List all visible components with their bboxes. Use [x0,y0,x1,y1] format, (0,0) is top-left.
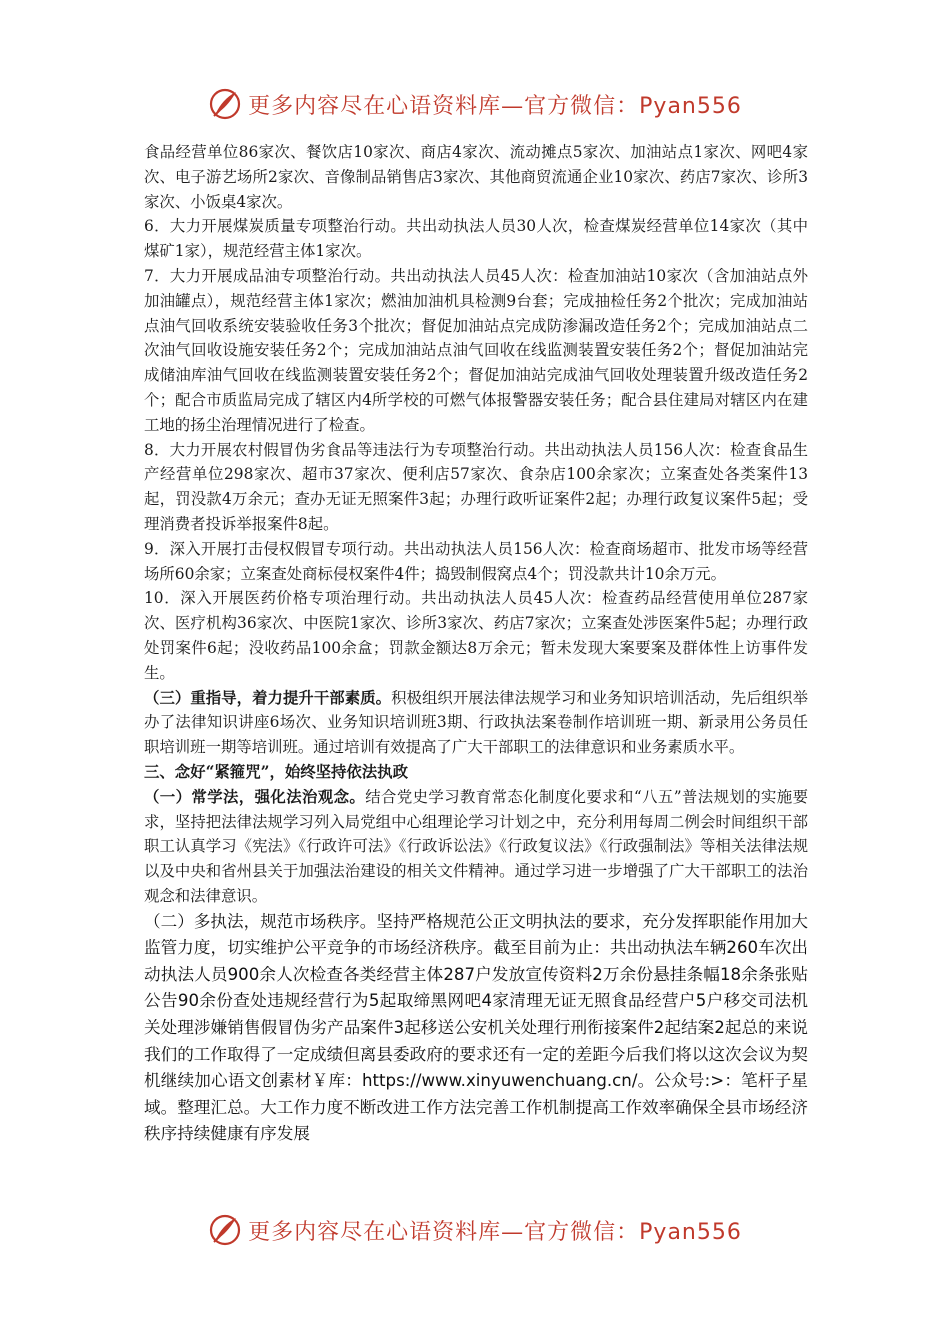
banner-text: 更多内容尽在心语资料库—官方微信：Pyan556 [248,1219,742,1245]
website-link[interactable]: https://www.xinyuwenchuang.cn/ [362,1071,638,1091]
paragraph: 10．深入开展医药价格专项治理行动。共出动执法人员45人次：检查药品经营使用单位287家次、医疗机构36家次、中医院1家次、诊所3家次、药店7家次；立案查处涉医案件5起；办理行政处罚案件6起；没收药品100余盒；罚款金额达8万余元；暂未发现大案要案及群体性上访事件发生。 [144,589,808,682]
subsection-one-text: 结合党史学习教育常态化制度化要求和“八五”普法规划的实施要求，坚持把法律法规学习列入局党组中心组理论学习计划之中，充分利用每周二例会时间组织干部职工认真学习《宪法》《行政许可法》《行政诉讼法》《行政复议法》《行政强制法》等相关法律法规以及中央和省州县关于加强法治建设的相关文件精神。通过学习进一步增强了广大干部职工的法治观念和法律意识。 [144,787,808,905]
banner-text: 更多内容尽在心语资料库—官方微信：Pyan556 [248,93,742,119]
section-three-paragraph [144,686,808,760]
section-heading: 三、念好“紧箍咒”，始终坚持依法执政 [144,762,408,781]
subsection-two-paragraph [144,909,808,1148]
subsection-one-lead: （一）常学法，强化法治观念。 [144,787,366,806]
quill-pen-logo-icon [208,1213,242,1247]
quill-pen-logo-icon [208,87,242,121]
footer-banner [0,1208,950,1252]
header-banner [0,82,950,126]
paragraph: 6．大力开展煤炭质量专项整治行动。共出动执法人员30人次，检查煤炭经营单位14家次（其中煤矿1家），规范经营主体1家次。 [144,217,808,261]
paragraph: 9．深入开展打击侵权假冒专项行动。共出动执法人员156人次：检查商场超市、批发市场等经营场所60余家；立案查处商标侵权案件4件；捣毁制假窝点4个；罚没款共计10余万元。 [144,539,808,583]
subsection-two-tail: 。公众号:>：笔杆子星域。整理汇总。大工作力度不断改进工作方法完善工作机制提高工作效率确保全县市场经济秩序持续健康有序发展 [144,1071,809,1144]
subsection-two-text: （二）多执法，规范市场秩序。坚持严格规范公正文明执法的要求，充分发挥职能作用加大监管力度，切实维护公平竞争的市场经济秩序。截至目前为止：共出动执法车辆260车次出动执法人员900余人次检查各类经营主体287户发放宣传资料2万余份悬挂条幅18余条张贴公告90余份查处违规经营行为5起取缔黑网吧4家清理无证无照食品经营户5户移交司法机关处理涉嫌销售假冒伪劣产品案件3起移送公安机关处理行刑衔接案件2起结案2起总的来说我们的工作取得了一定成绩但离县委政府的要求还有一定的差距今后我们将以这次会议为契机继续加心语文创素材￥库： [144,911,808,1091]
paragraph: 7．大力开展成品油专项整治行动。共出动执法人员45人次：检查加油站10家次（含加油站点外加油罐点），规范经营主体1家次；燃油加油机具检测9台套；完成抽检任务2个批次；完成加油站点油气回收系统安装验收任务3个批次；督促加油站点完成防渗漏改造任务2个；完成加油站点二次油气回收设施安装任务2个；完成加油站点油气回收在线监测装置安装任务2个；督促加油站完成储油库油气回收在线监测装置安装任务2个；督促加油站完成油气回收处理装置升级改造任务2个；配合市质监局完成了辖区内4所学校的可燃气体报警器安装任务；配合县住建局对辖区内在建工地的扬尘治理情况进行了检查。 [144,266,808,434]
paragraph: 8．大力开展农村假冒伪劣食品等违法行为专项整治行动。共出动执法人员156人次：检查食品生产经营单位298家次、超市37家次、便利店57家次、食杂店100余家次；立案查处各类案件13起，罚没款4万余元；查办无证无照案件3起；办理行政听证案件2起；办理行政复议案件5起；受理消费者投诉举报案件8起。 [144,440,808,533]
section-three-lead: （三）重指导，着力提升干部素质。 [144,688,392,707]
subsection-one-paragraph [144,785,808,909]
section-three-text: 积极组织开展法律法规学习和业务知识培训活动，先后组织举办了法律知识讲座6场次、业务知识培训班3期、行政执法案卷制作培训班一期、新录用公务员任职培训班一期等培训班。通过培训有效提高了广大干部职工的法律意识和业务素质水平。 [144,688,808,757]
paragraph: 食品经营单位86家次、餐饮店10家次、商店4家次、流动摊点5家次、加油站点1家次、网吧4家次、电子游艺场所2家次、音像制品销售店3家次、其他商贸流通企业10家次、药店7家次、诊所3家次、小饭桌4家次。 [144,143,808,211]
document-body [144,140,808,1148]
